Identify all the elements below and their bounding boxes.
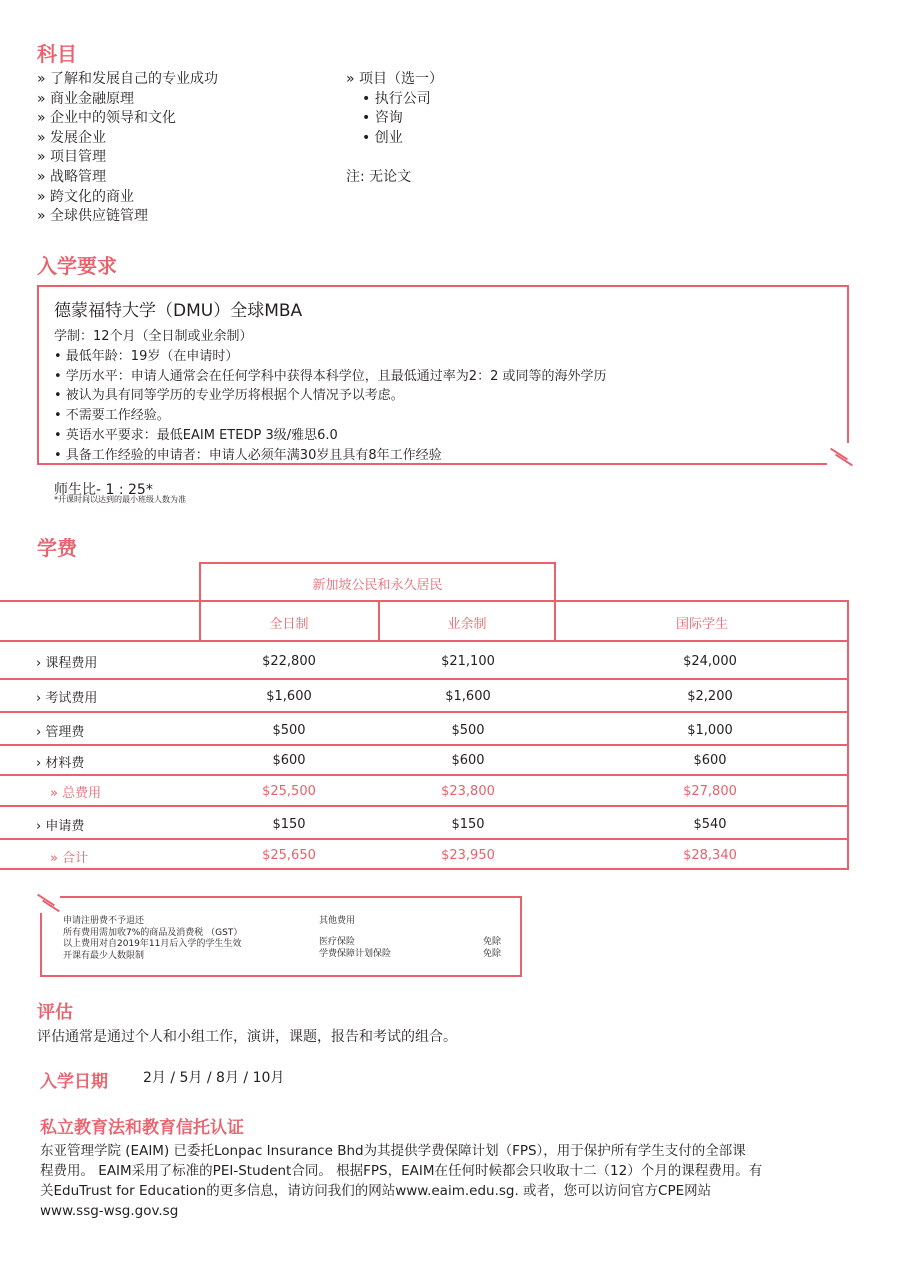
row-label-total: » 合计 xyxy=(50,851,89,866)
program-duration: 学制：12个月（全日制或业余制） xyxy=(54,329,253,344)
table-border xyxy=(0,600,849,602)
fee-notes-list xyxy=(63,916,242,962)
table-cell: $540 xyxy=(693,817,727,832)
column-header-fulltime: 全日制 xyxy=(269,617,309,632)
subjects-note: 注: 无论文 xyxy=(346,168,412,185)
row-label-subtotal: » 总费用 xyxy=(50,786,102,801)
fee-note: 所有费用需加收7%的商品及消费税 （GST） xyxy=(63,927,243,938)
list-item: » 发展企业 xyxy=(37,129,107,146)
list-item: • 创业 xyxy=(362,129,403,146)
requirement-item: • 学历水平：申请人通常会在任何学科中获得本科学位，且最低通过率为2：2 或同等的海外学历 xyxy=(54,368,607,384)
requirement-item: • 不需要工作经验。 xyxy=(54,408,170,424)
subjects-title: 科目 xyxy=(37,42,77,66)
list-item: • 咨询 xyxy=(362,110,403,127)
requirements-content xyxy=(54,296,834,466)
assessment-text: 评估通常是通过个人和小组工作，演讲，课题，报告和考试的组合。 xyxy=(37,1029,457,1045)
table-cell: $21,100 xyxy=(441,654,495,669)
program-title: 德蒙福特大学（DMU）全球MBA xyxy=(54,301,303,321)
row-label-exam-fee: › 考试费用 xyxy=(36,691,98,706)
table-border xyxy=(0,640,849,642)
requirement-item: • 具备工作经验的申请者：申请人必须年满30岁且具有8年工作经验 xyxy=(54,447,442,463)
table-border xyxy=(0,711,849,713)
group-header-sg-citizens: 新加坡公民和永久居民 xyxy=(312,578,443,593)
row-label-admin-fee: › 管理费 xyxy=(36,725,85,740)
box-border xyxy=(40,913,42,977)
student-teacher-ratio: 师生比- 1 : 25* xyxy=(54,482,153,498)
list-item: » 企业中的领导和文化 xyxy=(37,110,177,127)
paragraph-line: 程费用。 EAIM采用了标准的PEI-Student合同。 根据FPS，EAIM在任何时候都会只收取十二（12）个月的课程费用。有 xyxy=(40,1163,763,1179)
edutrust-text xyxy=(40,1141,762,1221)
table-border xyxy=(0,838,849,840)
other-fee-label: 学费保障计划保险 xyxy=(319,949,392,959)
other-fees-title: 其他费用 xyxy=(319,916,356,926)
list-item: » 商业金融原理 xyxy=(37,90,135,107)
requirement-item: • 最低年龄：19岁（在申请时） xyxy=(54,348,239,364)
table-cell: $500 xyxy=(451,723,485,738)
table-cell: $28,340 xyxy=(683,848,737,863)
subjects-left-list xyxy=(37,70,218,227)
row-label-material-fee: › 材料费 xyxy=(36,756,85,771)
table-cell: $150 xyxy=(451,817,485,832)
table-cell: $1,600 xyxy=(266,689,312,704)
project-heading: » 项目（选一） xyxy=(346,71,444,87)
table-cell: $25,500 xyxy=(262,784,316,799)
table-cell: $2,200 xyxy=(687,689,733,704)
table-border xyxy=(199,562,556,564)
edutrust-title: 私立教育法和教育信托认证 xyxy=(40,1118,244,1138)
list-item: » 跨文化的商业 xyxy=(37,188,135,205)
box-border xyxy=(847,285,849,443)
fee-note: 以上费用对自2019年11月后入学的学生生效 xyxy=(63,939,242,949)
requirement-item: • 被认为具有同等学历的专业学历将根据个人情况予以考虑。 xyxy=(54,388,404,404)
subjects-right-list xyxy=(346,70,443,188)
table-cell: $150 xyxy=(272,817,306,832)
list-item: • 执行公司 xyxy=(362,90,431,107)
other-fee-value: 免除 xyxy=(483,949,502,959)
table-cell: $23,950 xyxy=(441,848,495,863)
paragraph-line: www.ssg-wsg.gov.sg xyxy=(40,1203,179,1219)
box-border xyxy=(60,896,522,898)
list-item: » 战略管理 xyxy=(37,168,107,185)
other-fee-label: 医疗保险 xyxy=(319,937,356,947)
other-fee-value: 免除 xyxy=(483,937,502,947)
table-cell: $23,800 xyxy=(441,784,495,799)
list-item: » 项目管理 xyxy=(37,149,107,166)
row-label-course-fee: › 课程费用 xyxy=(36,656,98,671)
table-cell: $24,000 xyxy=(683,654,737,669)
table-cell: $1,600 xyxy=(445,689,491,704)
admission-title: 入学要求 xyxy=(37,254,117,278)
table-cell: $1,000 xyxy=(687,723,733,738)
table-cell: $600 xyxy=(451,753,485,768)
list-item: » 全球供应链管理 xyxy=(37,208,149,225)
table-border xyxy=(0,774,849,776)
table-border xyxy=(0,805,849,807)
table-cell: $600 xyxy=(693,753,727,768)
column-header-international: 国际学生 xyxy=(675,617,728,632)
fees-title: 学费 xyxy=(37,536,77,560)
column-header-parttime: 业余制 xyxy=(447,617,487,632)
table-cell: $500 xyxy=(272,723,306,738)
paragraph-line: 东亚管理学院 (EAIM) 已委托Lonpac Insurance Bhd为其提供学费保障计划（FPS），用于保护所有学生支付的全部课 xyxy=(40,1143,746,1159)
assessment-title: 评估 xyxy=(37,1002,73,1023)
fee-note: 申请注册费不予退还 xyxy=(63,916,145,926)
table-cell: $600 xyxy=(272,753,306,768)
list-item: » 了解和发展自己的专业成功 xyxy=(37,71,219,87)
table-cell: $25,650 xyxy=(262,848,316,863)
intake-dates: 2月 / 5月 / 8月 / 10月 xyxy=(143,1070,285,1086)
table-cell: $27,800 xyxy=(683,784,737,799)
row-label-application-fee: › 申请费 xyxy=(36,819,85,834)
table-border xyxy=(0,868,849,870)
table-border xyxy=(0,744,849,746)
paragraph-line: 关EduTrust for Education的更多信息，请访问我们的网站www.eaim.edu.sg. 或者，您可以访问官方CPE网站 xyxy=(40,1183,712,1199)
table-border xyxy=(0,678,849,680)
table-cell: $22,800 xyxy=(262,654,316,669)
fee-note: 开课有最少人数限制 xyxy=(63,950,145,961)
requirement-item: • 英语水平要求：最低EAIM ETEDP 3级/雅思6.0 xyxy=(54,427,338,443)
intake-title: 入学日期 xyxy=(40,1072,108,1092)
ratio-footnote: *开课时间以达到的最小班级人数为准 xyxy=(54,495,186,504)
